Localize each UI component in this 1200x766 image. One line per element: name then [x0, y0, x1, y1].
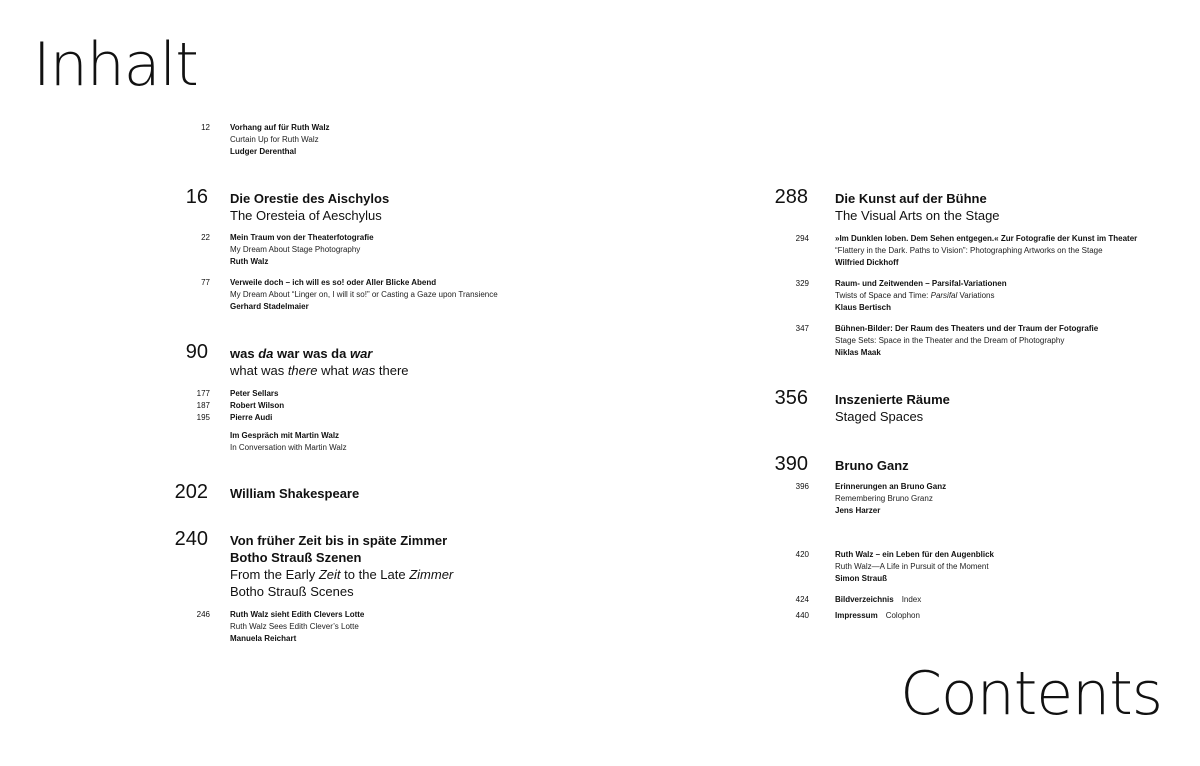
entry-page-number: 420	[795, 550, 809, 559]
section-title-de: was da war was da war	[230, 346, 373, 361]
entry-page-number: 396	[795, 482, 809, 491]
section-title-de: Von früher Zeit bis in späte Zimmer	[230, 533, 448, 548]
section-title-en: Staged Spaces	[835, 409, 924, 424]
entry-author: Niklas Maak	[835, 348, 881, 357]
entry-title-en: Stage Sets: Space in the Theater and the Dream of Photography	[835, 336, 1065, 345]
section-title-en: From the Early Zeit to the Late Zimmer	[230, 567, 454, 582]
section-title-en-line2: Botho Strauß Scenes	[230, 584, 354, 599]
entry-page-number: 22	[201, 233, 210, 242]
entry-author: Ludger Derenthal	[230, 147, 297, 156]
section-title-en: The Visual Arts on the Stage	[835, 208, 1000, 223]
entry-title-de: Vorhang auf für Ruth Walz	[230, 123, 330, 132]
entry-title-de: Erinnerungen an Bruno Ganz	[835, 482, 947, 491]
entry-title-en: In Conversation with Martin Walz	[230, 443, 347, 452]
entry-author: Simon Strauß	[835, 574, 888, 583]
entry-title-de: Raum- und Zeitwenden – Parsifal-Variationen	[835, 279, 1007, 288]
entry-page-number: 77	[201, 278, 210, 287]
section-title-en: The Oresteia of Aeschylus	[230, 208, 382, 223]
entry-title-en: My Dream About Stage Photography	[230, 245, 361, 254]
entry-page-number: 177	[196, 389, 210, 398]
entry-author: Klaus Bertisch	[835, 303, 892, 312]
section-title-de-line2: Botho Strauß Szenen	[230, 550, 362, 565]
entry-page-number: 187	[196, 401, 210, 410]
entry-title-en: Ruth Walz Sees Edith Clever’s Lotte	[230, 622, 359, 631]
section-page-number: 16	[185, 186, 208, 208]
entry-title-en: Remembering Bruno Granz	[835, 494, 933, 503]
entry-author: Gerhard Stadelmaier	[230, 302, 309, 311]
entry-title-en: Twists of Space and Time: Parsifal Variations	[835, 291, 995, 300]
page-title-inhalt: Inhalt	[33, 30, 198, 100]
entry-author: Wilfried Dickhoff	[835, 258, 899, 267]
section-page-number: 90	[185, 341, 208, 363]
entry-author: Peter Sellars	[230, 389, 279, 398]
section-title-de: Die Orestie des Aischylos	[230, 191, 390, 206]
entry-author: Ruth Walz	[230, 257, 269, 266]
section-page-number: 390	[774, 453, 808, 475]
section-title-de: William Shakespeare	[230, 486, 360, 501]
entry-title-en: My Dream About “Linger on, I will it so!” or Casting a Gaze upon Transience	[230, 290, 498, 299]
entry-page-number: 329	[795, 279, 809, 288]
entry-page-number: 294	[795, 234, 809, 243]
entry-page-number: 424	[795, 595, 809, 604]
section-title-en: what was there what was there	[230, 363, 409, 378]
entry-author: Pierre Audi	[230, 413, 273, 422]
entry-page-number: 12	[201, 123, 210, 132]
entry-page-number: 347	[795, 324, 809, 333]
entry-title-de: Ruth Walz sieht Edith Clevers Lotte	[230, 610, 365, 619]
section-page-number: 288	[774, 186, 808, 208]
entry-title-en: Curtain Up for Ruth Walz	[230, 135, 319, 144]
entry-title-de: Mein Traum von der Theaterfotografie	[230, 233, 374, 242]
entry-author: Manuela Reichart	[230, 634, 297, 643]
entry-title-de: »Im Dunklen loben. Dem Sehen entgegen.« Zur Fotografie der Kunst im Theater	[835, 234, 1138, 243]
entry-title: Impressum Colophon	[835, 611, 920, 620]
page-title-contents: Contents	[900, 659, 1162, 729]
entry-author: Robert Wilson	[230, 401, 285, 410]
entry-title-en: Ruth Walz—A Life in Pursuit of the Moment	[835, 562, 989, 571]
entry-page-number: 246	[196, 610, 210, 619]
entry-title-en: “Flattery in the Dark. Paths to Vision”: Photographing Artworks on the Stage	[835, 246, 1103, 255]
entry-title-de: Bühnen-Bilder: Der Raum des Theaters und der Traum der Fotografie	[835, 324, 1099, 333]
entry-page-number: 195	[196, 413, 210, 422]
entry-author: Jens Harzer	[835, 506, 881, 515]
section-page-number: 356	[774, 387, 808, 409]
section-page-number: 240	[174, 528, 208, 550]
section-page-number: 202	[174, 481, 208, 503]
section-title-de: Bruno Ganz	[835, 458, 909, 473]
entry-title-de: Im Gespräch mit Martin Walz	[230, 431, 340, 440]
entry-title-de: Verweile doch – ich will es so! oder Aller Blicke Abend	[230, 278, 437, 287]
entry-title-de: Ruth Walz – ein Leben für den Augenblick	[835, 550, 994, 559]
entry-title: Bildverzeichnis Index	[835, 595, 922, 604]
section-title-de: Die Kunst auf der Bühne	[835, 191, 987, 206]
entry-page-number: 440	[795, 611, 809, 620]
section-title-de: Inszenierte Räume	[835, 392, 950, 407]
